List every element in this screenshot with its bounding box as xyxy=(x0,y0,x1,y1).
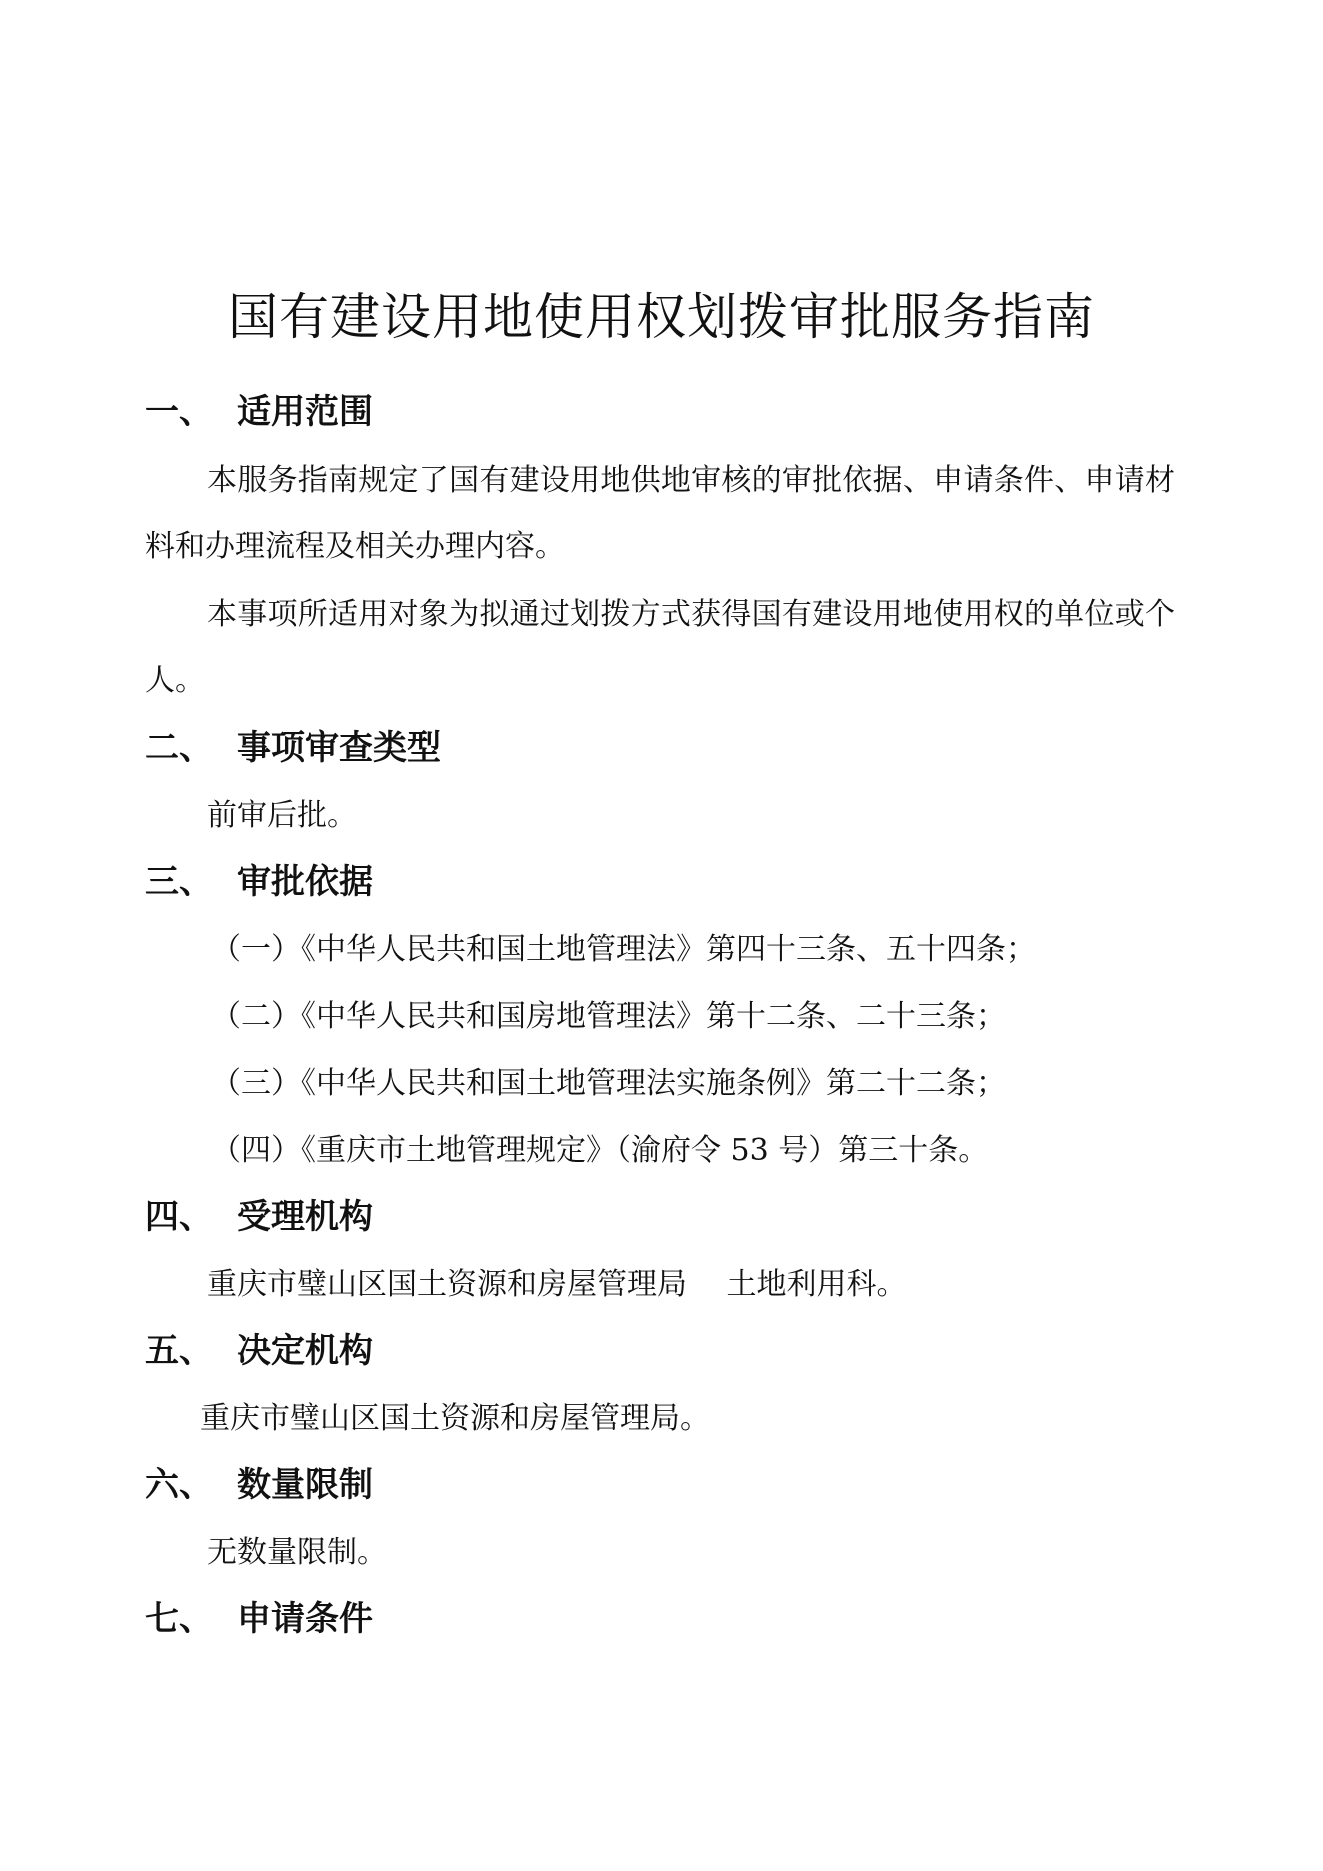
paragraph: 重庆市璧山区国土资源和房屋管理局。 xyxy=(200,1401,710,1436)
section-title: 审批依据 xyxy=(237,862,373,902)
section-heading-accepting-agency xyxy=(145,1192,373,1242)
section-title: 申请条件 xyxy=(237,1599,373,1639)
section-number: 七、 xyxy=(145,1599,213,1639)
section-heading-review-type xyxy=(145,723,441,773)
section-heading-scope xyxy=(145,387,373,437)
paragraph: 前审后批。 xyxy=(207,798,357,833)
section-title: 适用范围 xyxy=(237,392,373,432)
section-title: 受理机构 xyxy=(237,1197,373,1237)
paragraph: 重庆市璧山区国土资源和房屋管理局 土地利用科。 xyxy=(207,1267,907,1302)
legal-basis-item: （四）《重庆市土地管理规定》（渝府令 53 号）第三十条。 xyxy=(211,1133,989,1168)
section-number: 五、 xyxy=(145,1331,213,1371)
section-title: 数量限制 xyxy=(237,1465,373,1505)
section-title: 事项审查类型 xyxy=(237,728,441,768)
section-number: 二、 xyxy=(145,728,213,768)
section-heading-deciding-agency xyxy=(145,1326,373,1376)
section-number: 三、 xyxy=(145,862,213,902)
section-title: 决定机构 xyxy=(237,1331,373,1371)
section-heading-legal-basis xyxy=(145,857,373,907)
legal-basis-item: （一）《中华人民共和国土地管理法》第四十三条、五十四条； xyxy=(211,932,1036,967)
paragraph: 本服务指南规定了国有建设用地供地审核的审批依据、申请条件、申请材料和办理流程及相关办理内容。 xyxy=(145,463,1175,564)
section-heading-quantity-limit xyxy=(145,1460,373,1510)
paragraph: 无数量限制。 xyxy=(207,1535,387,1570)
section-heading-application-conditions xyxy=(145,1594,373,1644)
legal-basis-item: （二）《中华人民共和国房地管理法》第十二条、二十三条； xyxy=(211,999,1006,1034)
document-title: 国有建设用地使用权划拨审批服务指南 xyxy=(228,288,1095,346)
section-number: 四、 xyxy=(145,1197,213,1237)
paragraph: 本事项所适用对象为拟通过划拨方式获得国有建设用地使用权的单位或个人。 xyxy=(145,597,1175,698)
section-number: 六、 xyxy=(145,1465,213,1505)
section-number: 一、 xyxy=(145,392,213,432)
legal-basis-item: （三）《中华人民共和国土地管理法实施条例》第二十二条； xyxy=(211,1066,1006,1101)
